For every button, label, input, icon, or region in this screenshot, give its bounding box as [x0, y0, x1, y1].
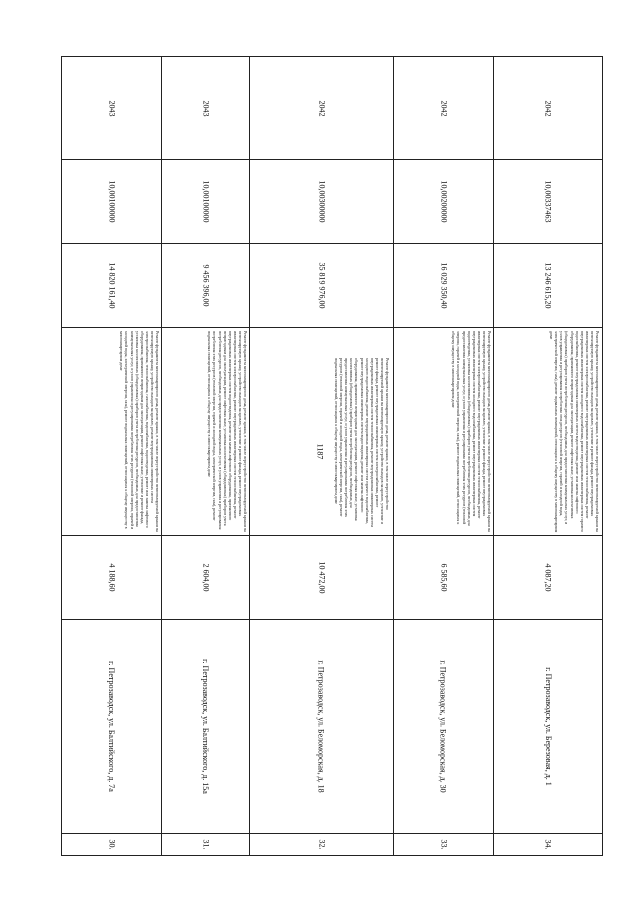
repair-cost: 9 456 396,00	[201, 264, 210, 307]
repair-cost: 35 819 976,00	[317, 262, 326, 309]
repair-year: 2042	[317, 100, 326, 116]
building-area: 10 472,00	[317, 561, 326, 594]
works-list: Ремонт фундамента многоквартирного дома, ремонт крыши, в том числе переустройство невентилируемой крыши на вентилируемую крышу, устройство выходов на кровлю, утепление и ремонт фасада, ремонт внутридомовых инженерных систем электроснабжения, ремонт внутридомовых инженерных систем теплоснабжения, ремонт внутридомовых инженерных систем водоотведения, ремонт или замена лифтового оборудования, признанного непригодным для эксплуатации, ремонт лифтовых шахт, установка коллективных (общедомовых) приборов учета потребления ресурсов, необходимых для предоставления коммунальных услуг, и узлов управления и регулирования потребления этих ресурсов (тепловой энергии, горячей и холодной воды, электрической энергии, газа), ремонт подвальных помещений, относящихся к общему имуществу в многоквартирном доме	[207, 331, 248, 532]
number-cell	[250, 834, 393, 855]
address-cell	[250, 620, 393, 834]
works-list: Ремонт фундамента многоквартирного дома, ремонт крыши, в том числе переустройство невентилируемой крыши на вентилируемую крышу, устройство выходов на кровлю, утепление и ремонт фасада, ремонт внутридомовых инженерных систем электроснабжения, ремонт внутридомовых инженерных систем теплоснабжения, ремонт внутридомовых инженерных систем холодного водоснабжения, ремонт внутридомовых инженерных систем горячего водоснабжения, ремонт внутридомовых инженерных систем водоотведения, ремонт или замена лифтового оборудования, признанного непригодным для эксплуатации, ремонт лифтовых шахт, установка коллективных (общедомовых) приборов учета потребления ресурсов, необходимых для предоставления коммунальных услуг, и узлов управления и регулирования потребления этих ресурсов (тепловой энергии, горячей и холодной воды, электрической энергии, газа), ремонт подвальных помещений, относящихся к общему имуществу в многоквартирном доме	[549, 331, 600, 533]
area-cell	[394, 536, 493, 620]
number-cell	[394, 834, 493, 855]
table-row	[162, 57, 250, 855]
cost-cell	[394, 244, 493, 328]
address-cell	[394, 620, 493, 834]
cost-share: 10,00100000	[201, 180, 210, 223]
repair-year: 2042	[543, 100, 553, 116]
repair-year: 2042	[439, 100, 448, 116]
works-list: Ремонт фундамента многоквартирного дома, ремонт крыши, в том числе переустройство невентилируемой крыши на вентилируемую крышу, устройство выходов на кровлю, утепление и ремонт фасада, ремонт внутридомовых инженерных систем электроснабжения, ремонт внутридомовых инженерных систем теплоснабжения, ремонт внутридомовых инженерных систем холодного водоснабжения, ремонт внутридомовых инженерных систем горячего водоснабжения, ремонт внутридомовых инженерных систем водоотведения, ремонт или замена лифтового оборудования, признанного непригодным для эксплуатации, ремонт лифтовых шахт, установка коллективных (общедомовых) приборов учета потребления ресурсов, необходимых для предоставления коммунальных услуг, и узлов управления и регулирования потребления этих ресурсов (тепловой энергии, горячей и холодной воды, электрической энергии, газа), ремонт подвальных помещений, относящихся к общему имуществу в многоквартирном доме	[334, 358, 390, 527]
works-cell	[250, 328, 393, 536]
repair-year: 2043	[107, 100, 116, 116]
cost-share: 10,00200000	[439, 180, 448, 223]
share-cell	[250, 160, 393, 244]
works-list: Ремонт фундамента многоквартирного дома, ремонт крыши, в том числе переустройство невентилируемой крыши на вентилируемую крышу, устройство выходов на кровлю, утепление и ремонт фасада, ремонт внутридомовых инженерных систем электроснабжения, ремонт внутридомовых инженерных систем теплоснабжения, ремонт внутридомовых инженерных систем холодного водоснабжения, ремонт внутридомовых инженерных систем водоотведения, установка коллективных (общедомовых) приборов учета потребления ресурсов, необходимых для предоставления коммунальных услуг, и узлов управления и регулирования потребления этих ресурсов (тепловой энергии, горячей и холодной воды, электрической энергии, газа), ремонт подвальных помещений, относящихся к общему имуществу в многоквартирном доме	[451, 331, 492, 532]
repair-cost: 16 029 350,40	[439, 262, 448, 309]
table-row	[62, 57, 162, 855]
table-row	[494, 57, 602, 855]
number-cell	[494, 834, 602, 855]
repair-year: 2043	[201, 100, 210, 116]
building-area: 4 188,60	[107, 563, 116, 592]
row-number: 33.	[439, 839, 448, 850]
repair-program-table	[61, 56, 603, 856]
building-address: г. Петрозаводск, ул. Беломорская, д. 30	[439, 660, 449, 793]
repair-cost: 13 246 615,20	[543, 262, 553, 309]
cost-share: 10,00300000	[317, 180, 326, 223]
area-cell	[162, 536, 249, 620]
address-cell	[494, 620, 602, 834]
area-cell	[250, 536, 393, 620]
works-cell	[162, 328, 249, 536]
building-address: г. Петрозаводск, ул. Балтийского, д. 7а	[107, 661, 116, 792]
building-address: г. Петрозаводск, ул. Березовая, д. 1	[543, 667, 553, 786]
building-area: 2 604,00	[201, 563, 210, 592]
works-cell	[494, 328, 602, 536]
row-number: 30.	[107, 839, 116, 850]
year-cell	[62, 57, 161, 160]
share-cell	[394, 160, 493, 244]
address-cell	[162, 620, 249, 834]
building-address: г. Петрозаводск, ул. Балтийского, д. 15а	[201, 659, 210, 794]
row-number: 34.	[543, 839, 553, 850]
row-number: 32.	[317, 839, 326, 850]
area-cell	[62, 536, 161, 620]
year-cell	[162, 57, 249, 160]
works-list: Ремонт фундамента многоквартирного дома, ремонт крыши, в том числе переустройство невентилируемой крыши на вентилируемую крышу, устройство выходов на кровлю, ремонт внутридомовых инженерных систем электроснабжения, теплоснабжения, газоснабжения, водоснабжения, водоотведения, ремонт или замена лифтового оборудования, признанного непригодным для эксплуатации, ремонт лифтовых шахт, утепление и ремонт фасада, установка коллективных (общедомовых) приборов учета потребления ресурсов, необходимых для предоставления коммунальных услуг, и узлов управления и регулирования потребления этих ресурсов (тепловой энергии, горячей и холодной воды, электрической энергии, газа), ремонт подвальных помещений, относящихся к общему имуществу в многоквартирном доме	[119, 331, 160, 532]
year-cell	[494, 57, 602, 160]
cost-cell	[250, 244, 393, 328]
share-cell	[494, 160, 602, 244]
year-cell	[394, 57, 493, 160]
share-cell	[162, 160, 249, 244]
cost-cell	[494, 244, 602, 328]
works-cell	[394, 328, 493, 536]
number-cell	[62, 834, 161, 855]
page-number-text: 1187	[315, 443, 325, 459]
repair-cost: 14 820 161,40	[107, 262, 116, 309]
address-cell	[62, 620, 161, 834]
area-cell	[494, 536, 602, 620]
year-cell	[250, 57, 393, 160]
works-cell	[62, 328, 161, 536]
table-row	[394, 57, 494, 855]
building-area: 4 087,20	[543, 563, 553, 592]
building-area: 6 585,60	[439, 563, 448, 592]
cost-share: 10,00100000	[107, 180, 116, 223]
cost-share: 10,00337463	[543, 180, 553, 223]
row-number: 31.	[201, 839, 210, 850]
building-address: г. Петрозаводск, ул. Беломорская, д. 18	[316, 660, 326, 793]
cost-cell	[162, 244, 249, 328]
number-cell	[162, 834, 249, 855]
share-cell	[62, 160, 161, 244]
cost-cell	[62, 244, 161, 328]
table-row	[250, 57, 394, 855]
